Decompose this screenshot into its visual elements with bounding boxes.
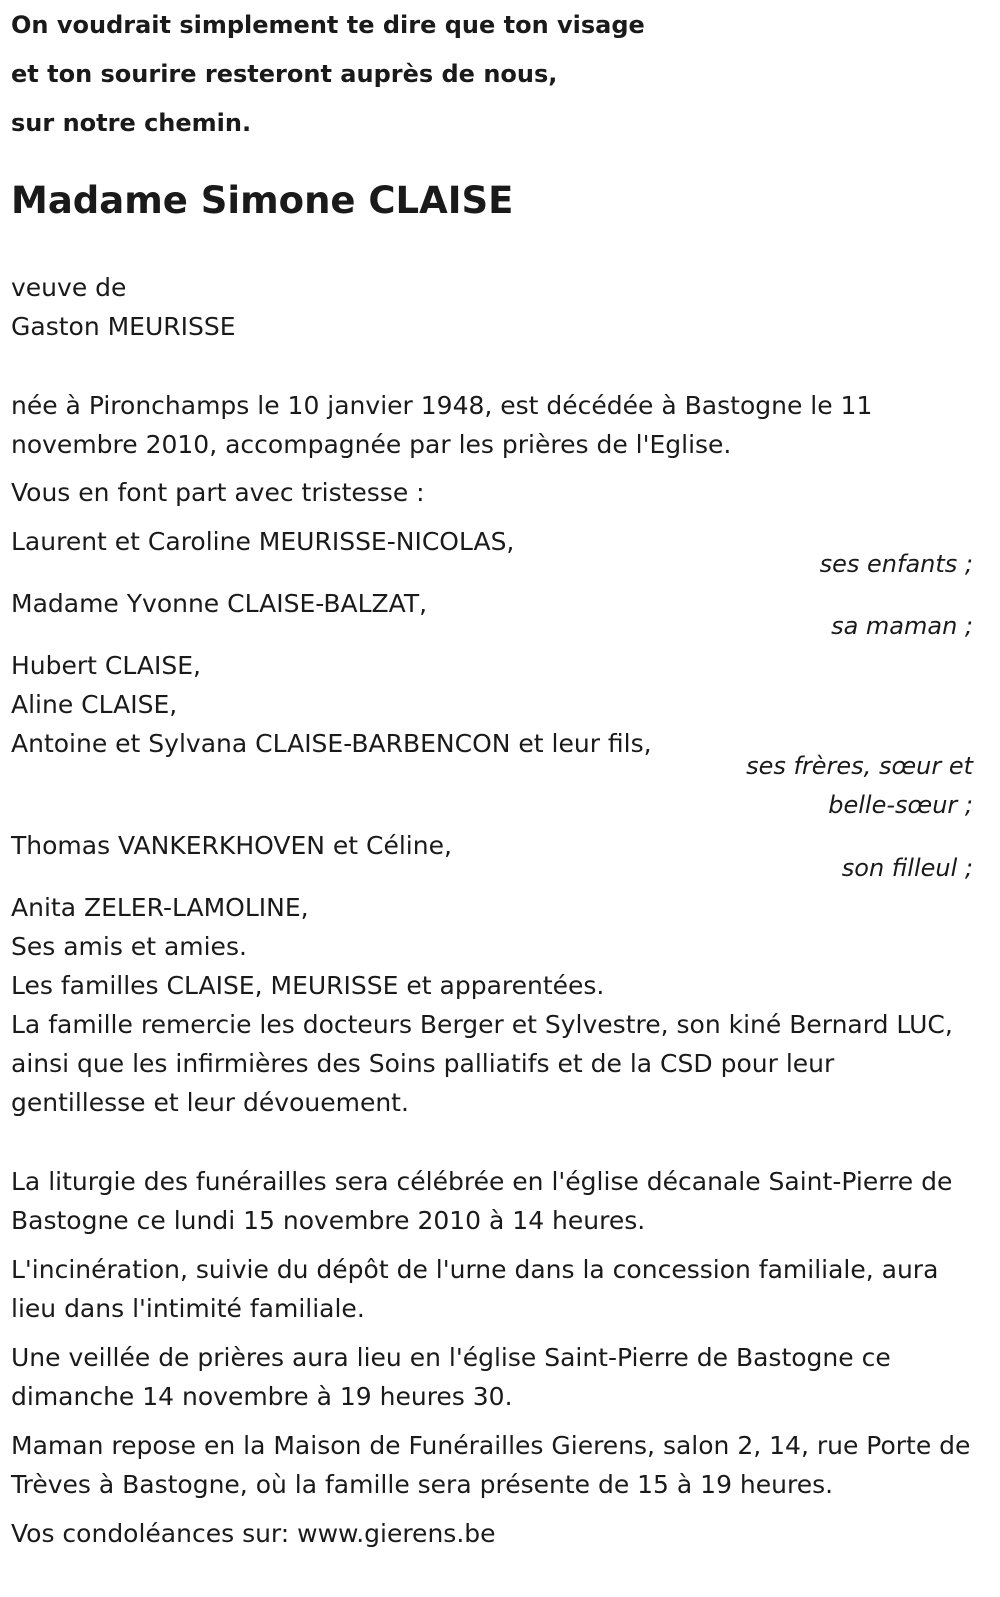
relation-mother: sa maman ; [831, 612, 973, 640]
thanks-paragraph: La famille remercie les docteurs Berger et Sylvestre, son kiné Bernard LUC, ainsi que les infirmières des Soins palliatifs et de la CSD pour leur gentillesse et leur dévouement. [11, 1010, 953, 1117]
spouse-name: Gaston MEURISSE [11, 312, 236, 341]
family-other: Anita ZELER-LAMOLINE, [11, 893, 309, 922]
relation-children: ses enfants ; [819, 550, 973, 578]
family-mother: Madame Yvonne CLAISE-BALZAT, [11, 589, 428, 618]
announcement-line: Vous en font part avec tristesse : [11, 478, 425, 507]
obituary-notice [11, 0, 973, 1548]
family-godson: Thomas VANKERKHOVEN et Céline, [11, 831, 452, 860]
vigil-paragraph: Une veillée de prières aura lieu en l'église Saint-Pierre de Bastogne ce dimanche 14 novembre à 19 heures 30. [11, 1343, 891, 1411]
epigraph-line: On voudrait simplement te dire que ton visage [11, 11, 645, 39]
widow-of-label: veuve de [11, 273, 127, 302]
cremation-paragraph: L'incinération, suivie du dépôt de l'urne dans la concession familiale, aura lieu dans l'intimité familiale. [11, 1255, 939, 1323]
family-sibling: Hubert CLAISE, [11, 651, 201, 680]
family-children: Laurent et Caroline MEURISSE-NICOLAS, [11, 527, 515, 556]
birth-death-statement: née à Pironchamps le 10 janvier 1948, est décédée à Bastogne le 11 novembre 2010, accompagnée par les prières de l'Eglise. [11, 391, 873, 459]
relation-godson: son filleul ; [841, 854, 973, 882]
epigraph-line: et ton sourire resteront auprès de nous, [11, 60, 558, 88]
rest-paragraph: Maman repose en la Maison de Funérailles Gierens, salon 2, 14, rue Porte de Trèves à Bastogne, où la famille sera présente de 15 à 19 heures. [11, 1431, 971, 1499]
family-sibling: Aline CLAISE, [11, 690, 178, 719]
deceased-name: Madame Simone CLAISE [11, 179, 514, 222]
relation-siblings: belle-sœur ; [828, 791, 973, 819]
family-other: Ses amis et amies. [11, 932, 247, 961]
liturgy-paragraph: La liturgie des funérailles sera célébrée en l'église décanale Saint-Pierre de Bastogne ce lundi 15 novembre 2010 à 14 heures. [11, 1167, 953, 1235]
condolences-line: Vos condoléances sur: www.gierens.be [11, 1519, 496, 1548]
relation-siblings: ses frères, sœur et [746, 752, 973, 780]
family-sibling: Antoine et Sylvana CLAISE-BARBENCON et leur fils, [11, 729, 652, 758]
epigraph [11, 0, 973, 148]
epigraph-line: sur notre chemin. [11, 109, 252, 137]
family-other: Les familles CLAISE, MEURISSE et apparentées. [11, 971, 605, 1000]
